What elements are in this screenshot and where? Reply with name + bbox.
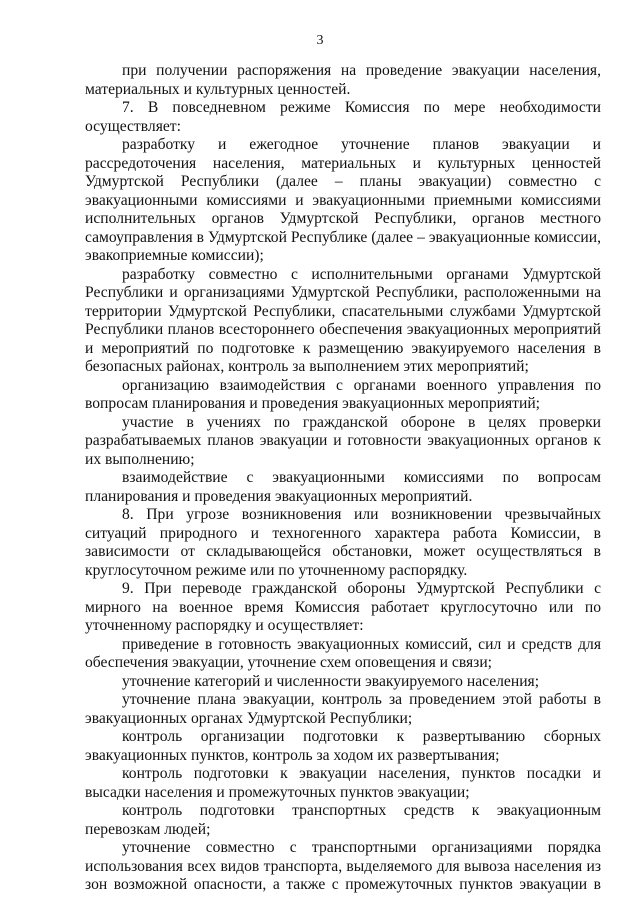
page-number: 3 xyxy=(316,33,324,48)
paragraph-readiness: приведение в готовность эвакуационных комиссий, сил и средств для обеспечения эвакуации, уточнение схем оповещения и связи; xyxy=(85,635,601,671)
paragraph-plan-refinement: уточнение плана эвакуации, контроль за проведением этой работы в эвакуационных органах Удмуртской Республики; xyxy=(85,691,601,727)
paragraph-support-plans: разработку совместно с исполнительными органами Удмуртской Республики и организациями Удмуртской Республики, расположенными на территории Удмуртской Республики, спасательными службами Удмуртской Республики планов всестороннего обеспечения эвакуационных мероприятий и мероприятий по подготовке к размещению эвакуируемого населения в безопасных районах, контроль за выполнением этих мероприятий; xyxy=(85,265,601,375)
paragraph-transport-preparation: контроль подготовки транспортных средств к эвакуационным перевозкам людей; xyxy=(85,802,601,838)
paragraph-item-7-heading: 7. В повседневном режиме Комиссия по мере необходимости осуществляет: xyxy=(85,99,601,135)
paragraph-evacuation-order: при получении распоряжения на проведение эвакуации населения, материальных и культурных ценностей. xyxy=(85,62,601,98)
paragraph-item-9-heading: 9. При переводе гражданской обороны Удмуртской Республики с мирного на военное время Комиссия работает круглосуточно или по уточненному распорядку и осуществляет: xyxy=(85,580,601,634)
paragraph-item-8: 8. При угрозе возникновения или возникновении чрезвычайных ситуаций природного и техногенного характера работа Комиссии, в зависимости от складывающейся обстановки, может осуществляться в круглосуточном режиме или по уточненному распорядку. xyxy=(85,506,601,579)
paragraph-population-categories: уточнение категорий и численности эвакуируемого населения; xyxy=(122,672,540,690)
paragraph-assembly-points: контроль организации подготовки к развертыванию сборных эвакуационных пунктов, контроль за ходом их развертывания; xyxy=(85,728,601,764)
paragraph-plans-development: разработку и ежегодное уточнение планов эвакуации и рассредоточения населения, материальных и культурных ценностей Удмуртской Республики (далее – планы эвакуации) совместно с эвакуационными комиссиями и эвакуационными приемными комиссиями исполнительных органов Удмуртской Республики, органов местного самоуправления в Удмуртской Республике (далее – эвакуационные комиссии, эвакоприемные комиссии); xyxy=(85,136,601,264)
paragraph-commissions-interaction: взаимодействие с эвакуационными комиссиями по вопросам планирования и проведения эвакуационных мероприятий. xyxy=(85,469,601,505)
document-body xyxy=(85,62,601,895)
paragraph-transport-usage: уточнение совместно с транспортными организациями порядка использования всех видов транспорта, выделяемого для вывоза населения из зон возможной опасности, а также с промежуточных пунктов эвакуации в xyxy=(85,839,601,893)
paragraph-boarding-points: контроль подготовки к эвакуации населения, пунктов посадки и высадки населения и промежуточных пунктов эвакуации; xyxy=(85,765,601,801)
paragraph-military-cooperation: организацию взаимодействия с органами военного управления по вопросам планирования и проведения эвакуационных мероприятий; xyxy=(85,376,601,412)
paragraph-exercises: участие в учениях по гражданской обороне в целях проверки разрабатываемых планов эвакуации и готовности эвакуационных органов к их выполнению; xyxy=(85,413,601,468)
